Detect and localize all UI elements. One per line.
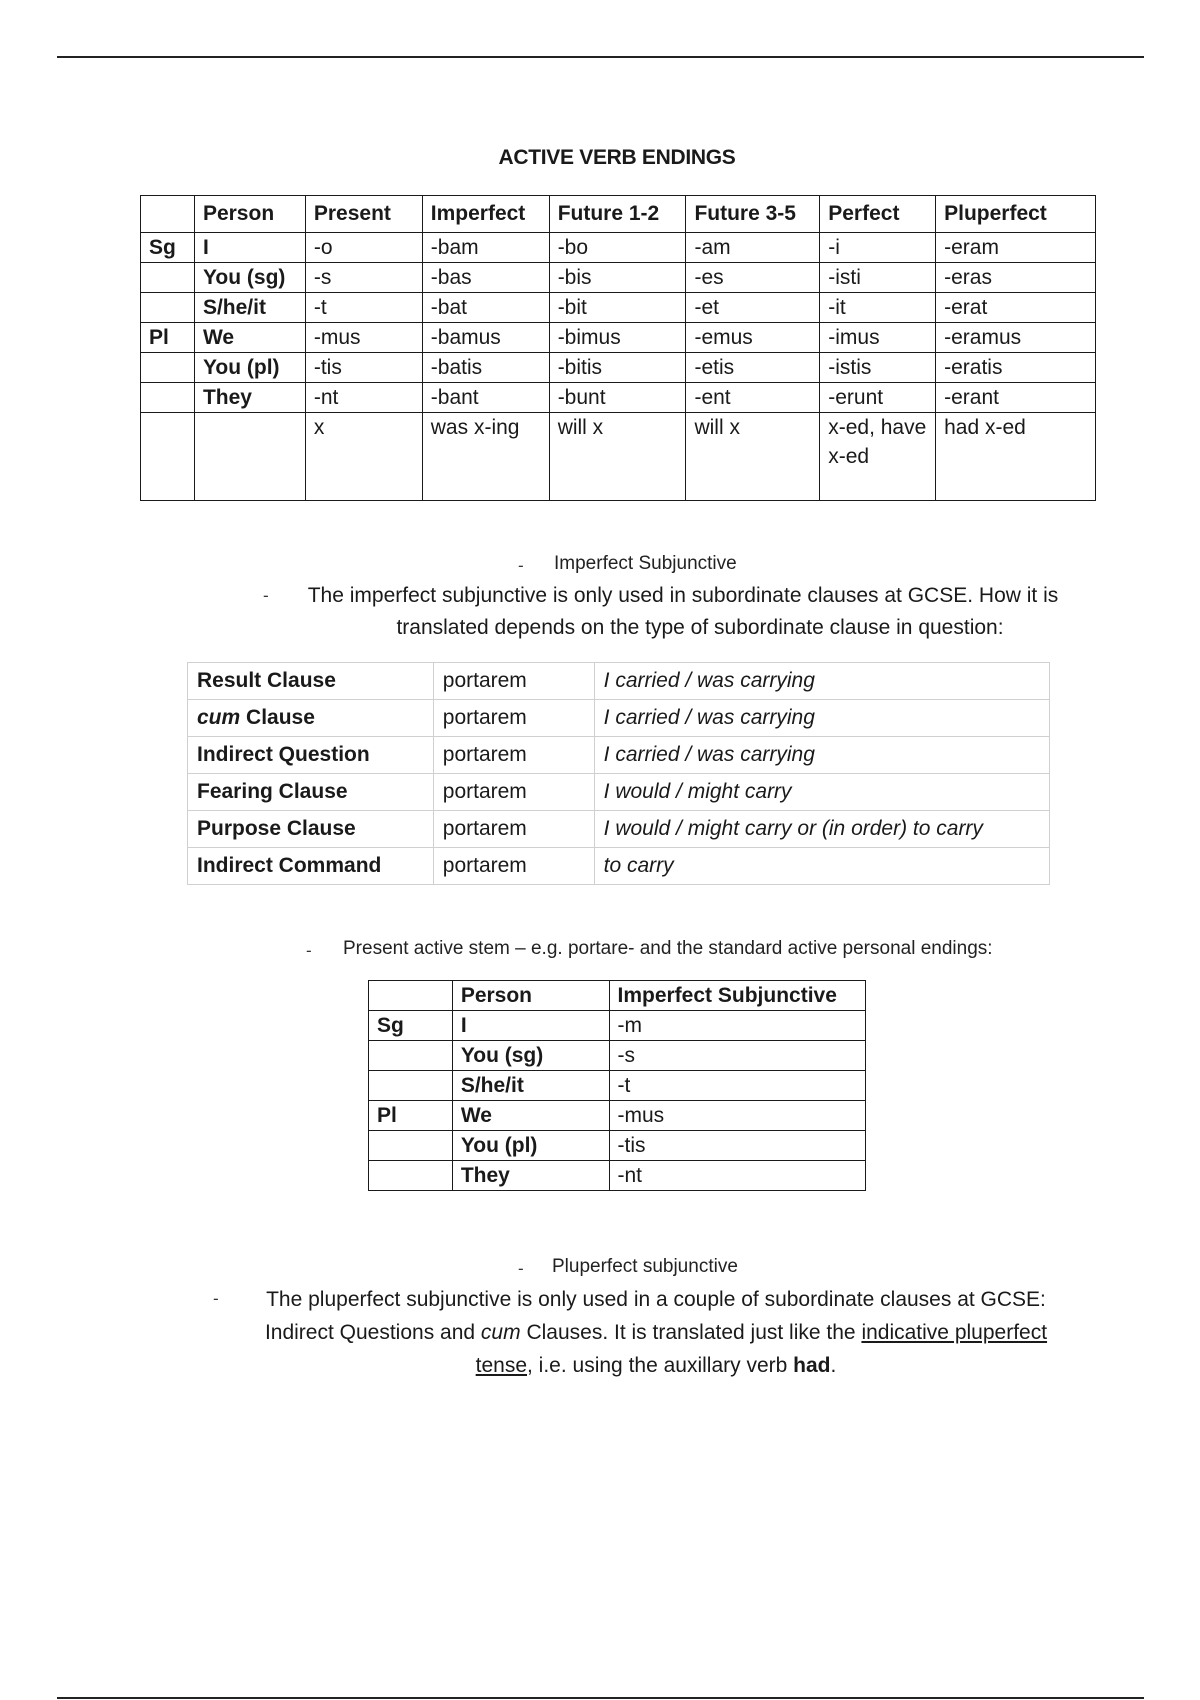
- ending-cell: -s: [305, 263, 422, 293]
- clause-type-cell: [188, 737, 434, 774]
- row-label: S/he/it: [452, 1071, 609, 1101]
- row-label: They: [194, 383, 305, 413]
- imperfect-subjunctive-endings-table: [368, 980, 866, 1191]
- ending-cell: -bit: [549, 293, 686, 323]
- meaning-cell: had x-ed: [936, 413, 1096, 501]
- row-label: You (sg): [452, 1041, 609, 1071]
- table-row: [141, 263, 1096, 293]
- table-row: [188, 663, 1050, 700]
- verb-form-cell: portarem: [433, 811, 594, 848]
- ending-cell: -erunt: [820, 383, 936, 413]
- table-row: [141, 383, 1096, 413]
- translation-cell: I would / might carry or (in order) to carry: [594, 811, 1049, 848]
- row-label: You (pl): [452, 1131, 609, 1161]
- clause-type-cell: [188, 663, 434, 700]
- ending-cell: -bo: [549, 233, 686, 263]
- verb-form-cell: portarem: [433, 663, 594, 700]
- meaning-cell: [141, 413, 195, 501]
- clause-type-cell: [188, 811, 434, 848]
- column-header: Perfect: [820, 196, 936, 233]
- meaning-row: [141, 413, 1096, 501]
- table-row: [369, 1101, 866, 1131]
- table-row: [369, 1041, 866, 1071]
- bullet: -: [306, 941, 312, 960]
- paragraph-text: The pluperfect subjunctive is only used in a couple of subordinate clauses at GCSE: Indirect Questions and: [264, 1288, 1046, 1344]
- ending-cell: -ent: [686, 383, 820, 413]
- ending-cell: -erant: [936, 383, 1096, 413]
- translation-cell: to carry: [594, 848, 1049, 885]
- table-row: [188, 774, 1050, 811]
- clause-type-label: Clause: [240, 706, 315, 729]
- verb-form-cell: portarem: [433, 700, 594, 737]
- ending-cell: -emus: [686, 323, 820, 353]
- row-label: Pl: [369, 1101, 453, 1131]
- paragraph-italic-cum: cum: [480, 1321, 521, 1344]
- meaning-cell: [194, 413, 305, 501]
- row-label: [369, 1041, 453, 1071]
- clause-italic-word: cum: [197, 706, 241, 729]
- ending-cell: -m: [609, 1011, 866, 1041]
- paragraph-bold-had: had: [793, 1354, 831, 1377]
- meaning-cell: x-ed, have x-ed: [820, 413, 936, 501]
- row-label: I: [452, 1011, 609, 1041]
- present-active-stem-note: Present active stem – e.g. portare- and the standard active personal endings:: [343, 938, 993, 959]
- column-header: Future 3-5: [686, 196, 820, 233]
- ending-cell: -eras: [936, 263, 1096, 293]
- verb-form-cell: portarem: [433, 774, 594, 811]
- table-row: [188, 737, 1050, 774]
- ending-cell: -eram: [936, 233, 1096, 263]
- column-header: Person: [452, 981, 609, 1011]
- ending-cell: -batis: [422, 353, 549, 383]
- ending-cell: -isti: [820, 263, 936, 293]
- row-label: You (sg): [194, 263, 305, 293]
- ending-cell: -mus: [609, 1101, 866, 1131]
- ending-cell: -bimus: [549, 323, 686, 353]
- column-header: Imperfect Subjunctive: [609, 981, 866, 1011]
- ending-cell: -etis: [686, 353, 820, 383]
- table-row: [141, 233, 1096, 263]
- ending-cell: -es: [686, 263, 820, 293]
- row-label: Sg: [369, 1011, 453, 1041]
- table-row: [141, 323, 1096, 353]
- section-heading-pluperfect-subjunctive: Pluperfect subjunctive: [552, 1256, 738, 1277]
- ending-cell: -erat: [936, 293, 1096, 323]
- ending-cell: -t: [609, 1071, 866, 1101]
- bottom-rule: [57, 1697, 1144, 1699]
- ending-cell: -bam: [422, 233, 549, 263]
- table-row: [141, 293, 1096, 323]
- ending-cell: -istis: [820, 353, 936, 383]
- ending-cell: -eramus: [936, 323, 1096, 353]
- table-header-row: [369, 981, 866, 1011]
- ending-cell: -eratis: [936, 353, 1096, 383]
- row-label: [141, 293, 195, 323]
- paragraph-underlined-term: indicative pluperfect tense: [475, 1321, 1048, 1377]
- ending-cell: -o: [305, 233, 422, 263]
- row-label: [141, 383, 195, 413]
- row-label: [141, 353, 195, 383]
- bullet: -: [518, 1259, 524, 1278]
- row-label: [369, 1161, 453, 1191]
- section-heading-imperfect-subjunctive: Imperfect Subjunctive: [554, 553, 737, 574]
- translation-cell: I would / might carry: [594, 774, 1049, 811]
- meaning-cell: will x: [549, 413, 686, 501]
- row-label: We: [452, 1101, 609, 1131]
- column-header: Future 1-2: [549, 196, 686, 233]
- table-row: [188, 811, 1050, 848]
- ending-cell: -bant: [422, 383, 549, 413]
- paragraph-text: , i.e. using the auxillary verb: [527, 1354, 794, 1377]
- page-title: ACTIVE VERB ENDINGS: [498, 146, 736, 169]
- ending-cell: -et: [686, 293, 820, 323]
- clause-type-label: Indirect Command: [197, 854, 382, 877]
- column-header: [141, 196, 195, 233]
- column-header: [369, 981, 453, 1011]
- ending-cell: -am: [686, 233, 820, 263]
- row-label: [369, 1071, 453, 1101]
- clause-type-label: Indirect Question: [197, 743, 370, 766]
- active-verb-endings-table: [140, 195, 1096, 501]
- ending-cell: -nt: [609, 1161, 866, 1191]
- imperfect-subjunctive-paragraph: The imperfect subjunctive is only used in subordinate clauses at GCSE. How it is translated depends on the type of subordinate clause in question:: [307, 584, 1059, 639]
- clause-type-label: Result Clause: [197, 669, 336, 692]
- clause-type-cell: [188, 700, 434, 737]
- row-label: [141, 263, 195, 293]
- meaning-cell: x: [305, 413, 422, 501]
- row-label: Pl: [141, 323, 195, 353]
- row-label: Sg: [141, 233, 195, 263]
- clause-type-label: Purpose Clause: [197, 817, 356, 840]
- clause-type-cell: [188, 848, 434, 885]
- translation-cell: I carried / was carrying: [594, 700, 1049, 737]
- ending-cell: -mus: [305, 323, 422, 353]
- bullet: -: [263, 586, 269, 605]
- verb-form-cell: portarem: [433, 848, 594, 885]
- ending-cell: -bas: [422, 263, 549, 293]
- ending-cell: -imus: [820, 323, 936, 353]
- paragraph-text: Clauses. It is translated just like the: [520, 1321, 862, 1344]
- ending-cell: -it: [820, 293, 936, 323]
- ending-cell: -nt: [305, 383, 422, 413]
- subordinate-clause-table: [187, 662, 1050, 885]
- translation-cell: I carried / was carrying: [594, 663, 1049, 700]
- row-label: You (pl): [194, 353, 305, 383]
- column-header: Imperfect: [422, 196, 549, 233]
- table-row: [188, 848, 1050, 885]
- table-row: [369, 1011, 866, 1041]
- meaning-cell: was x-ing: [422, 413, 549, 501]
- column-header: Person: [194, 196, 305, 233]
- verb-form-cell: portarem: [433, 737, 594, 774]
- row-label: We: [194, 323, 305, 353]
- clause-type-label: Fearing Clause: [197, 780, 348, 803]
- clause-type-cell: [188, 774, 434, 811]
- column-header: Pluperfect: [936, 196, 1096, 233]
- ending-cell: -bat: [422, 293, 549, 323]
- ending-cell: -t: [305, 293, 422, 323]
- table-row: [369, 1071, 866, 1101]
- bullet: -: [518, 556, 524, 575]
- table-row: [369, 1131, 866, 1161]
- ending-cell: -bis: [549, 263, 686, 293]
- ending-cell: -bamus: [422, 323, 549, 353]
- table-row: [369, 1161, 866, 1191]
- row-label: S/he/it: [194, 293, 305, 323]
- table-header-row: [141, 196, 1096, 233]
- ending-cell: -i: [820, 233, 936, 263]
- table-row: [141, 353, 1096, 383]
- table-row: [188, 700, 1050, 737]
- bullet: -: [213, 1289, 219, 1308]
- pluperfect-subjunctive-paragraph: [236, 1283, 1076, 1382]
- meaning-cell: will x: [686, 413, 820, 501]
- row-label: They: [452, 1161, 609, 1191]
- row-label: I: [194, 233, 305, 263]
- ending-cell: -bitis: [549, 353, 686, 383]
- translation-cell: I carried / was carrying: [594, 737, 1049, 774]
- column-header: Present: [305, 196, 422, 233]
- ending-cell: -bunt: [549, 383, 686, 413]
- ending-cell: -tis: [609, 1131, 866, 1161]
- paragraph-text: .: [830, 1354, 837, 1377]
- row-label: [369, 1131, 453, 1161]
- top-rule: [57, 56, 1144, 58]
- ending-cell: -s: [609, 1041, 866, 1071]
- ending-cell: -tis: [305, 353, 422, 383]
